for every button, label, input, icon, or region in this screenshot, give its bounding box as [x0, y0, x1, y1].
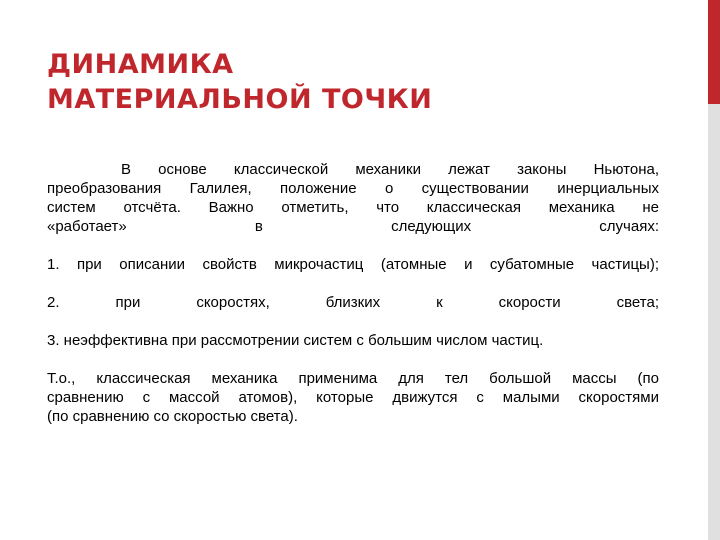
conclusion-line-1: Т.о., классическая механика применима для тел большой массы (по: [47, 370, 659, 387]
title-line-2: МАТЕРИАЛЬНОЙ ТОЧКИ: [47, 84, 433, 115]
conclusion-line-2: сравнению с массой атомов), которые движутся с малыми скоростями: [47, 389, 659, 406]
title-line-1: ДИНАМИКА: [47, 49, 234, 80]
intro-line-2: преобразования Галилея, положение о существовании инерциальных: [47, 180, 659, 197]
slide-body: [47, 160, 659, 426]
accent-bar-red: [708, 0, 720, 104]
slide-title: [47, 47, 687, 117]
intro-line-1: В основе классической механики лежат законы Ньютона,: [121, 161, 659, 178]
case-2: 2. при скоростях, близких к скорости света;: [47, 294, 659, 311]
intro-line-3: систем отсчёта. Важно отметить, что классическая механика не: [47, 199, 659, 216]
conclusion-line-3: (по сравнению со скоростью света).: [47, 408, 298, 425]
case-3: 3. неэффективна при рассмотрении систем с большим числом частиц.: [47, 332, 544, 349]
intro-line-4: «работает» в следующих случаях:: [47, 218, 659, 235]
case-1: 1. при описании свойств микрочастиц (атомные и субатомные частицы);: [47, 256, 659, 273]
accent-bar-gray: [708, 104, 720, 540]
